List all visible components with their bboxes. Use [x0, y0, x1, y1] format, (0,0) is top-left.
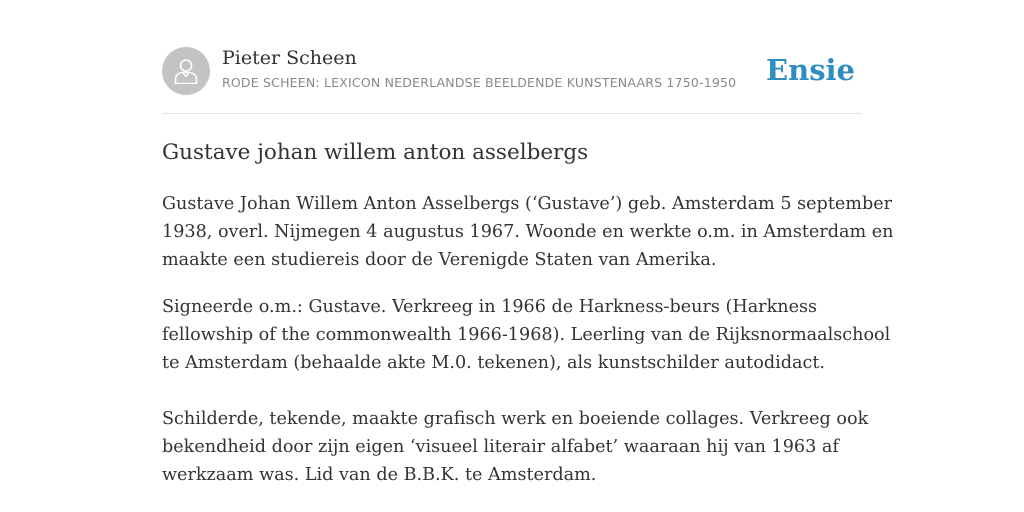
- article-paragraph-3: [162, 405, 872, 489]
- paragraph-line: bekendheid door zijn eigen ‘visueel literair alfabet’ waaraan hij van 1963 af: [162, 437, 839, 457]
- paragraph-line: Gustave Johan Willem Anton Asselbergs (‘Gustave’) geb. Amsterdam 5 september: [162, 194, 893, 214]
- article-paragraph-1: [162, 190, 894, 274]
- article-paragraph-2: [162, 293, 891, 377]
- avatar[interactable]: [162, 47, 210, 95]
- paragraph-line: 1938, overl. Nijmegen 4 augustus 1967. Woonde en werkte o.m. in Amsterdam en: [162, 222, 894, 242]
- paragraph-line: werkzaam was. Lid van de B.B.K. te Amsterdam.: [162, 465, 597, 485]
- paragraph-line: maakte een studiereis door de Verenigde Staten van Amerika.: [162, 250, 717, 270]
- article-title: Gustave johan willem anton asselbergs: [162, 140, 589, 165]
- source-title[interactable]: RODE SCHEEN: LEXICON NEDERLANDSE BEELDENDE KUNSTENAARS 1750-1950: [222, 75, 737, 90]
- paragraph-line: fellowship of the commonwealth 1966-1968). Leerling van de Rijksnormaalschool: [162, 325, 891, 345]
- paragraph-line: Schilderde, tekende, maakte grafisch werk en boeiende collages. Verkreeg ook: [162, 409, 869, 429]
- user-avatar-icon: [174, 58, 198, 84]
- author-name[interactable]: Pieter Scheen: [222, 47, 357, 69]
- author-header: [162, 46, 862, 96]
- divider: [162, 113, 862, 114]
- paragraph-line: Signeerde o.m.: Gustave. Verkreeg in 1966 de Harkness-beurs (Harkness: [162, 297, 818, 317]
- paragraph-line: te Amsterdam (behaalde akte M.0. tekenen), als kunstschilder autodidact.: [162, 353, 825, 373]
- ensie-logo[interactable]: Ensie: [766, 53, 855, 87]
